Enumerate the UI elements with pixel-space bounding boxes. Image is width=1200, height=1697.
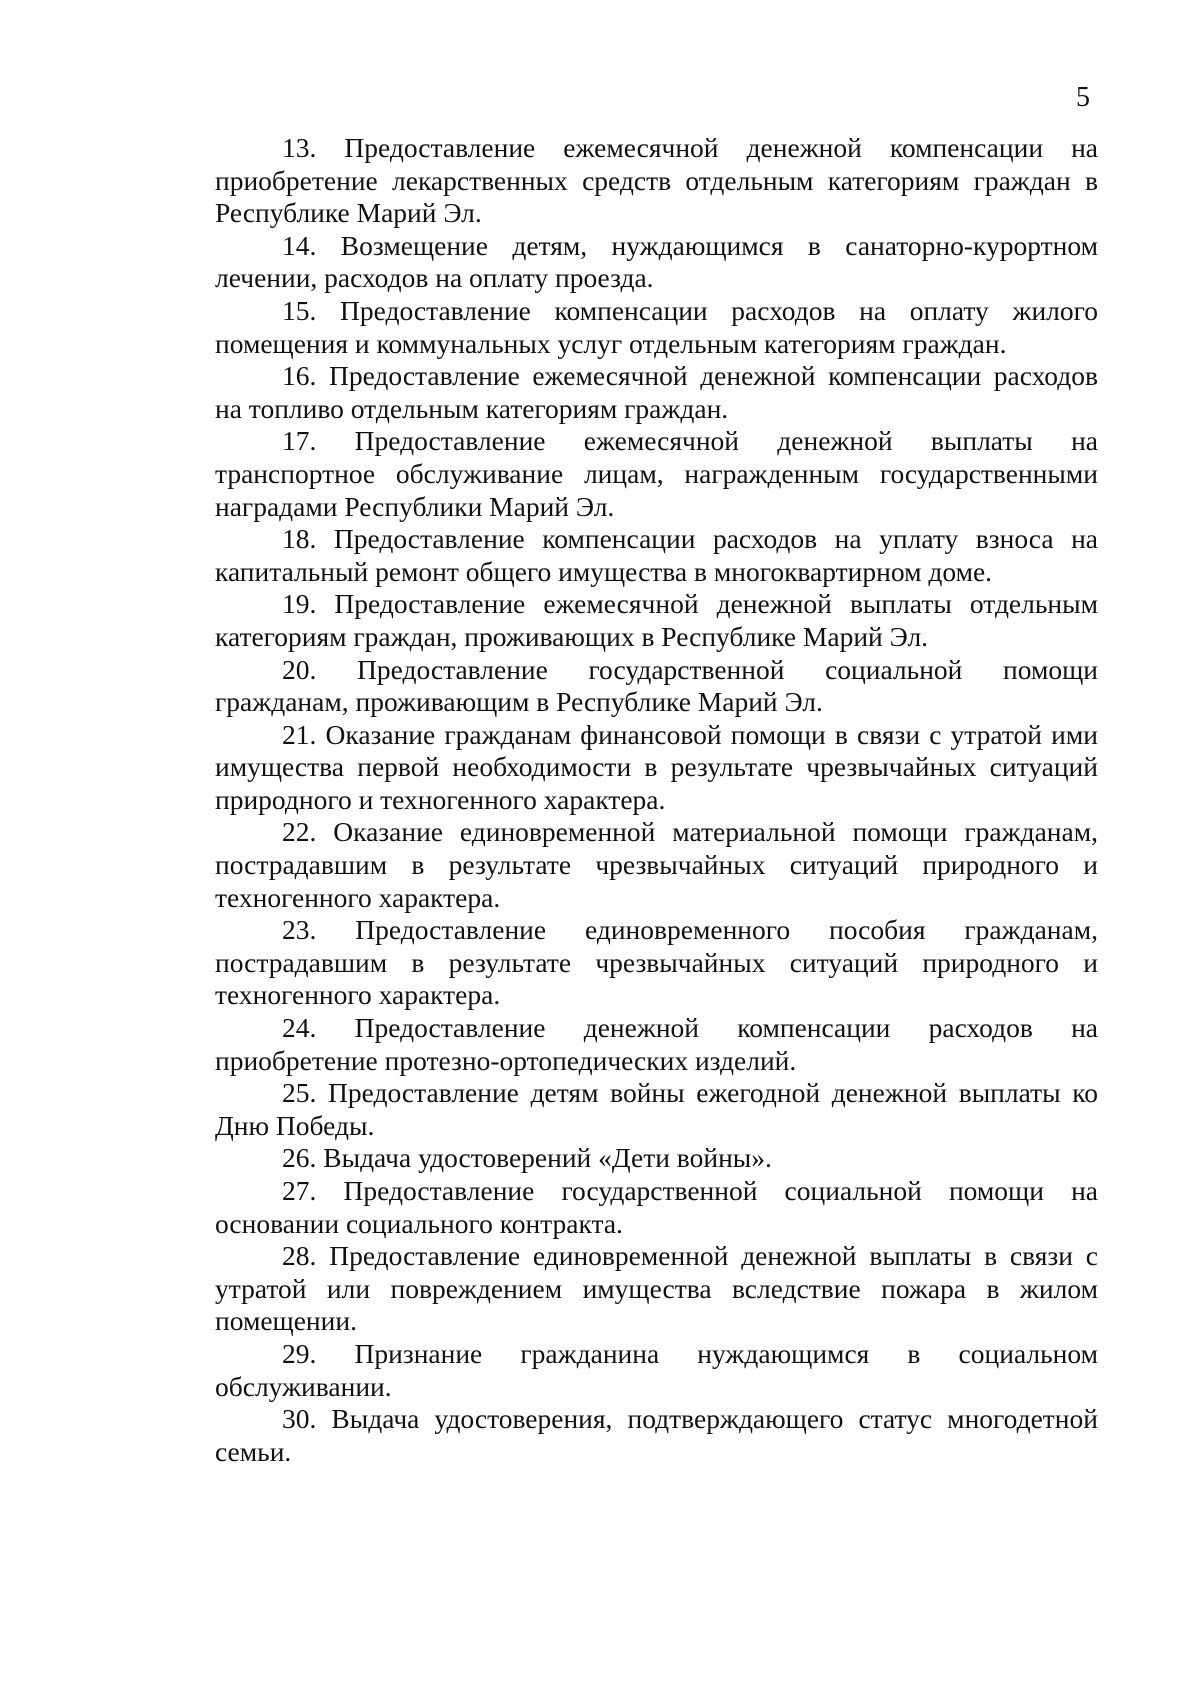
list-item: 20. Предоставление государственной социальной помощи гражданам, проживающим в Республике Марий Эл.: [215, 653, 1098, 718]
list-item: 29. Признание гражданина нуждающимся в социальном обслуживании.: [215, 1337, 1098, 1402]
list-item: 21. Оказание гражданам финансовой помощи в связи с утратой ими имущества первой необходимости в результате чрезвычайных ситуаций природного и техногенного характера.: [215, 718, 1098, 815]
list-item: 17. Предоставление ежемесячной денежной выплаты на транспортное обслуживание лицам, награжденным государственными наградами Республики Марий Эл.: [215, 425, 1098, 522]
list-item: 28. Предоставление единовременной денежной выплаты в связи с утратой или повреждением имущества вследствие пожара в жилом помещении.: [215, 1240, 1098, 1337]
page-number: 5: [1076, 82, 1090, 113]
list-item: 18. Предоставление компенсации расходов на уплату взноса на капитальный ремонт общего имущества в многоквартирном доме.: [215, 523, 1098, 587]
list-item: 25. Предоставление детям войны ежегодной денежной выплаты ко Дню Победы.: [215, 1077, 1098, 1141]
list-item: 22. Оказание единовременной материальной помощи гражданам, пострадавшим в результате чрезвычайных ситуаций природного и техногенного характера.: [215, 816, 1098, 913]
list-item: 26. Выдача удостоверений «Дети войны».: [282, 1142, 772, 1174]
list-item: 30. Выдача удостоверения, подтверждающего статус многодетной семьи.: [215, 1403, 1098, 1467]
list-item: 27. Предоставление государственной социальной помощи на основании социального контракта.: [215, 1175, 1098, 1239]
list-item: 15. Предоставление компенсации расходов на оплату жилого помещения и коммунальных услуг отдельным категориям граждан.: [215, 294, 1098, 359]
list-item: 23. Предоставление единовременного пособия гражданам, пострадавшим в результате чрезвычайных ситуаций природного и техногенного характера.: [215, 914, 1098, 1011]
list-item: 13. Предоставление ежемесячной денежной компенсации на приобретение лекарственных средств отдельным категориям граждан в Республике Марий Эл.: [215, 132, 1098, 229]
list-item: 24. Предоставление денежной компенсации расходов на приобретение протезно-ортопедических изделий.: [215, 1012, 1098, 1076]
list-item: 16. Предоставление ежемесячной денежной компенсации расходов на топливо отдельным категориям граждан.: [215, 360, 1098, 424]
list-item: 14. Возмещение детям, нуждающимся в санаторно-курортном лечении, расходов на оплату проезда.: [215, 229, 1098, 294]
services-list: [215, 132, 1098, 1468]
list-item: 19. Предоставление ежемесячной денежной выплаты отдельным категориям граждан, проживающих в Республике Марий Эл.: [215, 588, 1098, 652]
